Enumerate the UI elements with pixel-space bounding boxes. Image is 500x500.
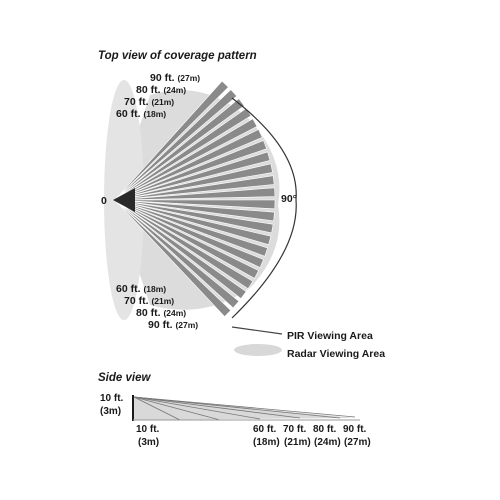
side-near-m: (3m) [138, 437, 160, 448]
upper-range-90: 90 ft. (27m) [150, 72, 201, 84]
lower-range-90: 90 ft. (27m) [148, 319, 199, 331]
side-far-70-m: (21m) [284, 437, 311, 448]
side-far-70-ft: 70 ft. [283, 424, 307, 435]
side-height-m: (3m) [100, 406, 122, 417]
side-far-90-m: (27m) [344, 437, 371, 448]
side-far-90-ft: 90 ft. [343, 424, 367, 435]
pir-legend-label: PIR Viewing Area [287, 330, 373, 342]
lower-range-80: 80 ft. (24m) [136, 307, 187, 319]
lower-range-60: 60 ft. (18m) [116, 283, 167, 295]
upper-range-80: 80 ft. (24m) [136, 84, 187, 96]
radar-legend-label: Radar Viewing Area [287, 348, 386, 360]
origin-label: 0 [101, 195, 107, 207]
side-view-title: Side view [98, 372, 151, 384]
lower-range-70: 70 ft. (21m) [124, 295, 175, 307]
top-view-title: Top view of coverage pattern [98, 50, 257, 62]
side-far-60-m: (18m) [253, 437, 280, 448]
side-height-ft: 10 ft. [100, 393, 124, 404]
side-far-60-ft: 60 ft. [253, 424, 277, 435]
side-far-80-m: (24m) [314, 437, 341, 448]
side-far-80-ft: 80 ft. [313, 424, 337, 435]
upper-range-60: 60 ft. (18m) [116, 108, 167, 120]
upper-range-70: 70 ft. (21m) [124, 96, 175, 108]
side-near-ft: 10 ft. [136, 424, 160, 435]
angle-label: 90° [281, 193, 297, 205]
